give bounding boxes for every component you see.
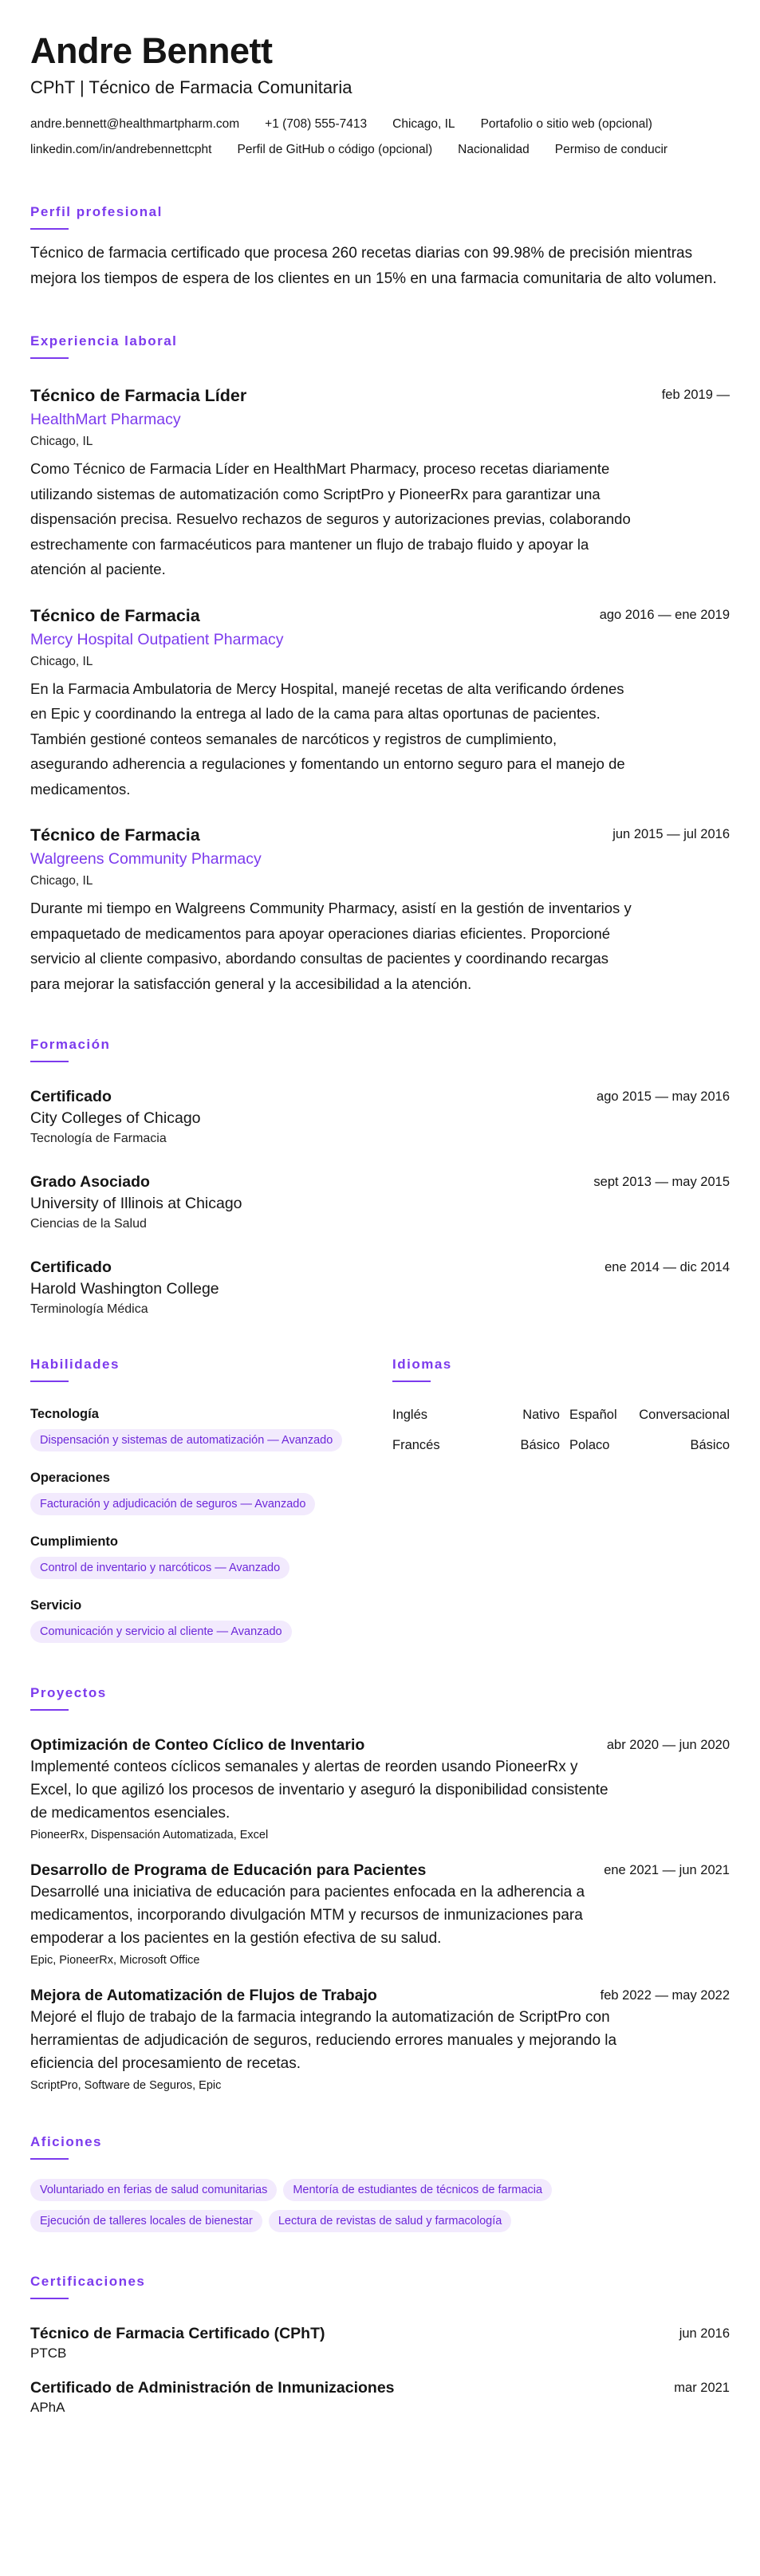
- contact-phone[interactable]: +1 (708) 555-7413: [265, 117, 368, 131]
- education-entry: [30, 1257, 730, 1319]
- languages-grid: [392, 1406, 730, 1454]
- candidate-role: CPhT | Técnico de Farmacia Comunitaria: [30, 77, 352, 97]
- education-degree: Certificado: [30, 1088, 112, 1105]
- job-description: Durante mi tiempo en Walgreens Community Pharmacy, asistí en la gestión de inventarios y empaquetado de medicamentos para apoyar operaciones diarias eficientes. Proporcioné servicio al cliente compasivo, abordando consultas de pacientes y coordinando recargas para mejorar la satisfacción general y la accesibilidad a la atención.: [30, 900, 632, 992]
- section-divider: [30, 2298, 69, 2299]
- section-title: Perfil profesional: [30, 204, 163, 219]
- education-dates: sept 2013 — may 2015: [593, 1175, 730, 1189]
- experience-section: [30, 333, 730, 996]
- project-name: Optimización de Conteo Cíclico de Inventario: [30, 1736, 365, 1754]
- job-dates: jun 2015 — jul 2016: [612, 827, 730, 841]
- project-entry: [30, 1985, 730, 2093]
- job-location: Chicago, IL: [30, 874, 93, 888]
- project-description: Implementé conteos cíclicos semanales y alertas de reorden usando PioneerRx y Excel, lo que agilizó los procesos de inventario y aseguró la disponibilidad consistente de medicamentos esenciales.: [30, 1759, 608, 1822]
- skill-category: Tecnología: [30, 1407, 99, 1421]
- education-section: [30, 1036, 730, 1319]
- section-title: Experiencia laboral: [30, 333, 178, 349]
- certification-issuer: APhA: [30, 2400, 65, 2415]
- section-divider: [30, 1709, 69, 1711]
- hobby-chip: Ejecución de talleres locales de bienestar: [30, 2210, 262, 2232]
- section-title: Habilidades: [30, 1357, 120, 1372]
- skill-group: [30, 1405, 392, 1451]
- hobbies-list: [30, 2179, 636, 2241]
- section-divider: [30, 1061, 69, 1062]
- language-name: Francés: [392, 1438, 440, 1452]
- language-level: Básico: [690, 1438, 730, 1452]
- skill-chip: Control de inventario y narcóticos — Avanzado: [30, 1557, 289, 1579]
- skill-group: [30, 1597, 392, 1643]
- job-entry: [30, 384, 730, 582]
- section-title: Formación: [30, 1037, 111, 1052]
- job-title: Técnico de Farmacia: [30, 605, 200, 625]
- skill-category: Operaciones: [30, 1471, 110, 1485]
- education-school: University of Illinois at Chicago: [30, 1195, 242, 1212]
- project-description: Desarrollé una iniciativa de educación para pacientes enfocada en la adherencia a medicamentos, incorporando divulgación MTM y recursos de inmunizaciones para empoderar a los pacientes en la gestión efectiva de su salud.: [30, 1884, 585, 1947]
- project-dates: abr 2020 — jun 2020: [606, 1738, 730, 1752]
- hobby-chip: Mentoría de estudiantes de técnicos de farmacia: [283, 2179, 552, 2201]
- skill-category: Cumplimiento: [30, 1534, 118, 1549]
- hobby-chip: Voluntariado en ferias de salud comunitarias: [30, 2179, 277, 2201]
- language-name: Polaco: [569, 1438, 610, 1452]
- language-level: Básico: [520, 1438, 560, 1452]
- certification-date: jun 2016: [679, 2326, 730, 2341]
- skill-category: Servicio: [30, 1598, 82, 1613]
- contact-license: Permiso de conducir: [554, 142, 668, 156]
- education-field: Ciencias de la Salud: [30, 1217, 147, 1231]
- job-description: Como Técnico de Farmacia Líder en HealthMart Pharmacy, proceso recetas diariamente utilizando sistemas de automatización como ScriptPro y PioneerRx para garantizar una dispensación precisa. Resuelvo rechazos de seguros y autorizaciones previas, colaborando estrechamente con farmacéuticos para mantener un flujo de trabajo fluido y apoyar la atención al paciente.: [30, 460, 631, 577]
- certification-entry: [30, 2323, 730, 2363]
- education-school: City Colleges of Chicago: [30, 1109, 201, 1127]
- education-dates: ene 2014 — dic 2014: [604, 1260, 730, 1274]
- section-title: Certificaciones: [30, 2274, 146, 2289]
- candidate-name: Andre Bennett: [30, 30, 273, 71]
- job-location: Chicago, IL: [30, 654, 93, 668]
- skill-chip: Facturación y adjudicación de seguros — Avanzado: [30, 1493, 315, 1515]
- certification-name: Certificado de Administración de Inmunizaciones: [30, 2379, 395, 2397]
- contact-github[interactable]: Perfil de GitHub o código (opcional): [237, 142, 433, 156]
- project-entry: [30, 1735, 730, 1843]
- section-divider: [30, 2158, 69, 2160]
- project-tech: ScriptPro, Software de Seguros, Epic: [30, 2079, 222, 2092]
- certification-entry: [30, 2377, 730, 2417]
- hobby-chip: Lectura de revistas de salud y farmacología: [269, 2210, 511, 2232]
- certification-date: mar 2021: [674, 2381, 730, 2395]
- project-name: Mejora de Automatización de Flujos de Trabajo: [30, 1987, 377, 2004]
- education-field: Tecnología de Farmacia: [30, 1132, 167, 1145]
- profile-section: [30, 203, 730, 292]
- education-degree: Certificado: [30, 1258, 112, 1276]
- contact-location: Chicago, IL: [392, 117, 455, 131]
- job-title: Técnico de Farmacia: [30, 825, 200, 845]
- certification-issuer: PTCB: [30, 2346, 67, 2361]
- section-divider: [30, 228, 69, 230]
- job-company: Walgreens Community Pharmacy: [30, 850, 262, 868]
- project-dates: ene 2021 — jun 2021: [604, 1863, 730, 1877]
- section-title: Aficiones: [30, 2134, 103, 2149]
- project-entry: [30, 1860, 730, 1968]
- language-name: Inglés: [392, 1408, 428, 1422]
- project-description: Mejoré el flujo de trabajo de la farmacia integrando la automatización de ScriptPro con herramientas de adjudicación de seguros, reduciendo errores manuales y mejorando la eficiencia del procesamiento de recetas.: [30, 2009, 617, 2072]
- job-dates: ago 2016 — ene 2019: [599, 607, 730, 622]
- section-divider: [30, 357, 69, 359]
- section-divider: [392, 1381, 431, 1382]
- project-dates: feb 2022 — may 2022: [600, 1988, 730, 2003]
- contact-linkedin[interactable]: linkedin.com/in/andrebennettcpht: [30, 142, 212, 156]
- education-degree: Grado Asociado: [30, 1173, 150, 1191]
- language-level: Nativo: [522, 1408, 560, 1422]
- certifications-section: [30, 2273, 730, 2417]
- project-tech: Epic, PioneerRx, Microsoft Office: [30, 1954, 200, 1967]
- job-company: HealthMart Pharmacy: [30, 411, 181, 428]
- job-entry: [30, 824, 730, 996]
- job-description: En la Farmacia Ambulatoria de Mercy Hospital, manejé recetas de alta verificando órdenes en Epic y coordinando la entrega al lado de la cama para altas oportunas de pacientes. También gestioné conteos semanales de narcóticos y registros de cumplimiento, asegurando adherencia a regulaciones y fomentando un entorno seguro para el manejo de medicamentos.: [30, 679, 625, 798]
- section-divider: [30, 1381, 69, 1382]
- section-title: Idiomas: [392, 1357, 452, 1372]
- contact-portfolio[interactable]: Portafolio o sitio web (opcional): [480, 117, 652, 131]
- education-dates: ago 2015 — may 2016: [597, 1089, 730, 1104]
- skill-group: [30, 1469, 392, 1515]
- skills-section: [30, 1356, 392, 1643]
- certification-name: Técnico de Farmacia Certificado (CPhT): [30, 2325, 325, 2342]
- languages-section: [392, 1356, 730, 1643]
- job-location: Chicago, IL: [30, 435, 93, 448]
- job-entry: [30, 605, 730, 802]
- contact-email[interactable]: andre.bennett@healthmartpharm.com: [30, 117, 240, 131]
- hobbies-section: [30, 2133, 730, 2241]
- skill-chip: Comunicación y servicio al cliente — Avanzado: [30, 1621, 292, 1643]
- education-field: Terminología Médica: [30, 1302, 148, 1316]
- education-entry: [30, 1086, 730, 1148]
- profile-summary: Técnico de farmacia certificado que procesa 260 recetas diarias con 99.98% de precisión mientras mejora los tiempos de espera de los clientes en un 15% en una farmacia comunitaria de alto volumen.: [30, 245, 717, 287]
- resume-header: [30, 30, 730, 162]
- contact-list: [30, 112, 730, 162]
- education-school: Harold Washington College: [30, 1280, 219, 1298]
- contact-nationality: Nacionalidad: [458, 142, 530, 156]
- language-level: Conversacional: [639, 1408, 730, 1422]
- skills-languages-row: [30, 1356, 730, 1643]
- project-tech: PioneerRx, Dispensación Automatizada, Excel: [30, 1829, 269, 1841]
- education-entry: [30, 1172, 730, 1234]
- section-title: Proyectos: [30, 1685, 107, 1700]
- skill-chip: Dispensación y sistemas de automatización — Avanzado: [30, 1429, 342, 1451]
- skill-group: [30, 1533, 392, 1579]
- job-company: Mercy Hospital Outpatient Pharmacy: [30, 630, 284, 648]
- job-title: Técnico de Farmacia Líder: [30, 386, 247, 405]
- language-name: Español: [569, 1408, 617, 1422]
- job-dates: feb 2019 —: [661, 388, 730, 402]
- project-name: Desarrollo de Programa de Educación para Pacientes: [30, 1861, 427, 1879]
- projects-section: [30, 1684, 730, 2093]
